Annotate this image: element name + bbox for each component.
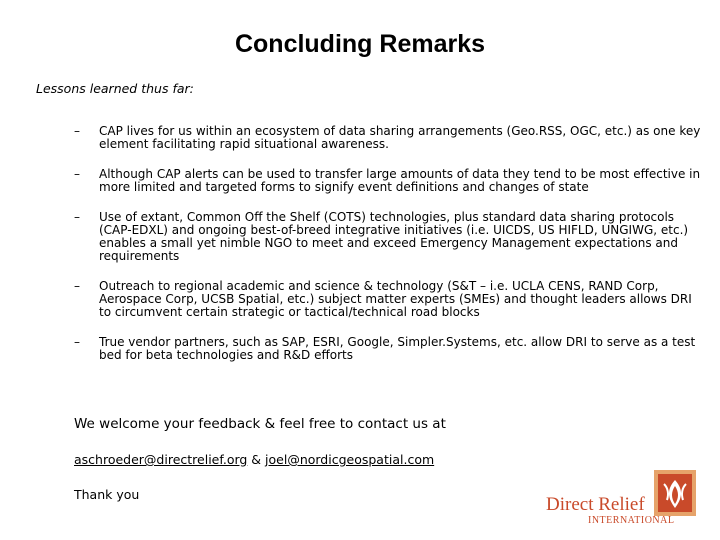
slide-title: Concluding Remarks: [234, 30, 486, 58]
bullet-text: True vendor partners, such as SAP, ESRI, Google, Simpler.Systems, etc. allow DRI to serve as a test bed for beta technologies and R&D efforts: [99, 335, 696, 362]
email-link-joel[interactable]: joel@nordicgeospatial.com: [265, 452, 435, 467]
email-link-aschroeder[interactable]: aschroeder@directrelief.org: [74, 452, 248, 467]
direct-relief-logo: [546, 470, 696, 526]
bullet-dash: –: [74, 124, 80, 138]
logo-name: Direct Relief: [546, 494, 645, 515]
list-item: [74, 336, 704, 362]
list-item: [74, 125, 704, 151]
welcome-text: We welcome your feedback & feel free to contact us at: [74, 416, 446, 432]
bullet-text: CAP lives for us within an ecosystem of data sharing arrangements (Geo.RSS, OGC, etc.) as one key element facilitating rapid situational awareness.: [99, 124, 701, 151]
bullet-dash: –: [74, 210, 80, 224]
lessons-list: [74, 125, 704, 362]
relief-flame-icon: [654, 470, 696, 516]
intro-text: Lessons learned thus far:: [36, 81, 194, 96]
bullet-dash: –: [74, 167, 80, 181]
bullet-dash: –: [74, 335, 80, 349]
thank-you-text: Thank you: [74, 487, 140, 502]
bullet-dash: –: [74, 279, 80, 293]
list-item: [74, 211, 704, 263]
contact-line: [74, 452, 434, 467]
bullet-text: Outreach to regional academic and science & technology (S&T – i.e. UCLA CENS, RAND Corp, Aerospace Corp, UCSB Spatial, etc.) subject matter experts (SMEs) and thought leaders allows DRI to circumvent certain strategic or tactical/technical road blocks: [99, 279, 692, 319]
bullet-text: Although CAP alerts can be used to transfer large amounts of data they tend to be most effective in more limited and targeted forms to signify event definitions and changes of state: [99, 167, 701, 194]
contact-separator: &: [247, 452, 266, 467]
logo-subtitle: INTERNATIONAL: [588, 515, 675, 526]
bullet-text: Use of extant, Common Off the Shelf (COTS) technologies, plus standard data sharing protocols (CAP-EDXL) and ongoing best-of-breed integrative initiatives (i.e. UICDS, US HIFLD, UNGIWG, etc.) enables a small yet nimble NGO to meet and exceed Emergency Management expectations and requirements: [99, 210, 689, 263]
list-item: [74, 168, 704, 194]
list-item: [74, 280, 704, 319]
